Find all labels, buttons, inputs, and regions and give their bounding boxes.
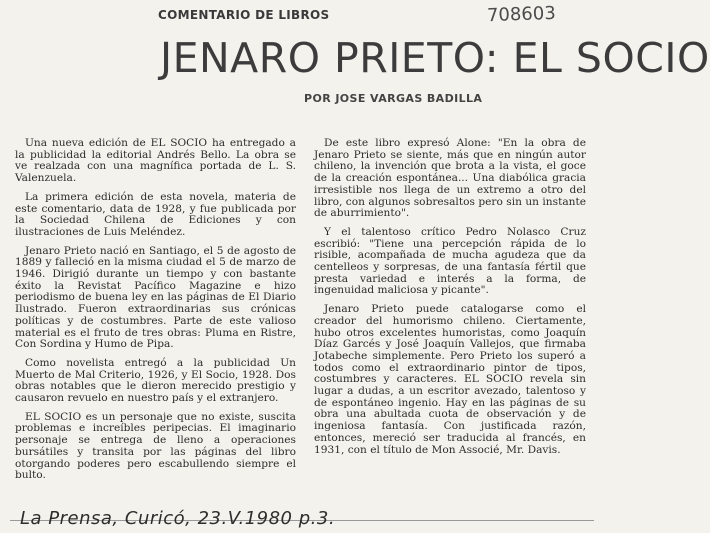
paragraph: Como novelista entregó a la publicidad Un Muerto de Mal Criterio, 1926, y El Socio, 1928. Dos obras notables que le dieron merecido prestigio y causaron revuelo en nuestro país y el extranjero. [15,356,296,405]
paragraph: EL SOCIO es un personaje que no existe, suscita problemas e increíbles peripecias. El imaginario personaje se entrega de lleno a operaciones bursátiles y transita por las páginas del libro otorgando poderes pero escabullendo siempre el bulto. [15,410,296,482]
section-header: COMENTARIO DE LIBROS [158,8,330,22]
paragraph: Jenaro Prieto nació en Santiago, el 5 de agosto de 1889 y falleció en la misma ciudad el 5 de marzo de 1946. Dirigió durante un tiempo y con bastante éxito la Revistat Pacífico Magazine e hizo periodismo de buena ley en las páginas de El Diario Ilustrado. Fueron extraordinarias sus crónicas políticas y de costumbres. Parte de este valioso material es el fruto de tres obras: Pluma en Ristre, Con Sordina y Humo de Pipa. [15,244,296,351]
handwritten-source-note: La Prensa, Curicó, 23.V.1980 p.3. [20,508,336,529]
paragraph: Jenaro Prieto puede catalogarse como el creador del humorismo chileno. Ciertamente, hubo otros excelentes humoristas, como Joaquín Díaz Garcés y José Joaquín Vallejos, que firmaba Jotabeche simplemente. Pero Prieto los superó a todos como el extraordinario pintor de tipos, costumbres y caracteres. EL SOCIO revela sin lugar a dudas, a un escritor avezado, talentoso y de espontáneo ingenio. Hay en las páginas de su obra una abultada cuota de observación y de ingeniosa fantasía. Con justificada razón, entonces, mereció ser traducida al francés, en 1931, con el título de Mon Associé, Mr. Davis. [314,303,586,456]
right-column [314,138,586,456]
paragraph: La primera edición de esta novela, materia de este comentario, data de 1928, y fue publicada por la Sociedad Chilena de Ediciones y con ilustraciones de Luis Meléndez. [15,190,296,238]
accession-number: 708603 [486,2,557,27]
paragraph: Una nueva edición de EL SOCIO ha entregado a la publicidad la editorial Andrés Bello. La obra se ve realzada con una magnífica portada de L. S. Valenzuela. [15,137,296,185]
left-column [15,138,296,482]
article-byline: POR JOSE VARGAS BADILLA [304,92,483,105]
paragraph: Y el talentoso crítico Pedro Nolasco Cruz escribió: "Tiene una percepción rápida de lo risible, acompañada de mucha agudeza que da centelleos y sorpresas, de una fantasía fértil que presta variedad e interés a la forma, de ingenuidad maliciosa y picante". [314,225,586,297]
article-title: JENARO PRIETO: EL SOCIO [160,34,710,82]
paragraph: De este libro expresó Alone: "En la obra de Jenaro Prieto se siente, más que en ningún autor chileno, la invención que brota a la vista, el goce de la creación espontánea... Una diabólica gracia irresistible nos llega de un extremo a otro del libro, con algunos sobresaltos pero sin un instante de aburrimiento". [314,137,586,220]
